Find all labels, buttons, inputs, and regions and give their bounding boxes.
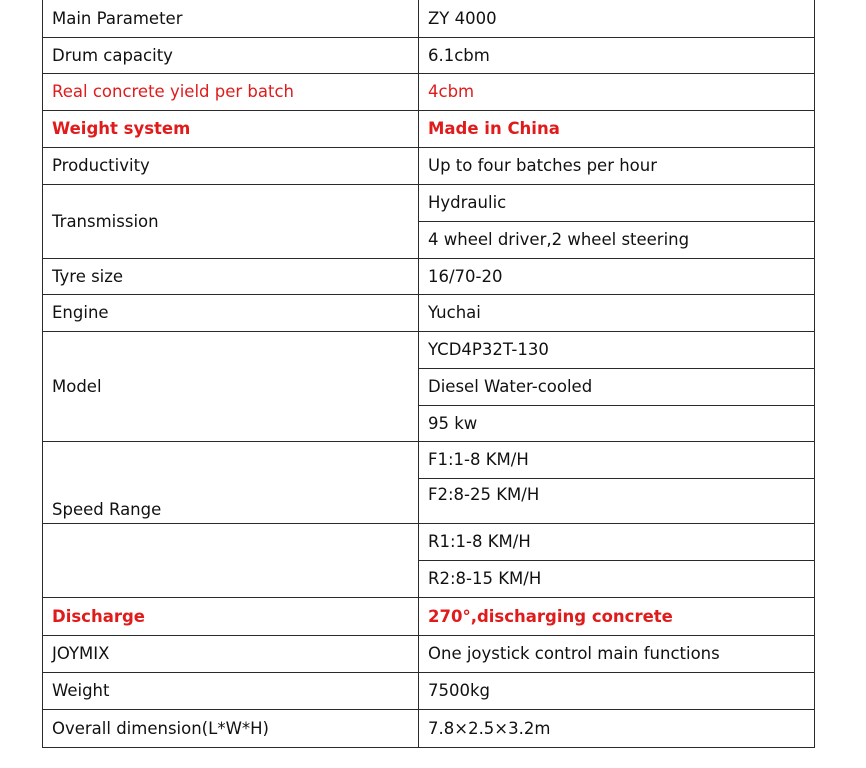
param-value: 95 kw <box>419 405 815 441</box>
param-label: Model <box>43 331 419 441</box>
param-value: R2:8-15 KM/H <box>419 560 815 597</box>
param-label: Discharge <box>43 597 419 635</box>
table-row <box>43 709 815 747</box>
param-value: YCD4P32T-130 <box>419 331 815 368</box>
param-value: 4 wheel driver,2 wheel steering <box>419 221 815 258</box>
param-value: R1:1-8 KM/H <box>419 523 815 560</box>
param-value: F2:8-25 KM/H <box>419 478 815 523</box>
param-label: Weight system <box>43 110 419 147</box>
param-label: Drum capacity <box>43 37 419 73</box>
table-row <box>43 147 815 184</box>
table-row <box>43 0 815 37</box>
param-value: Made in China <box>419 110 815 147</box>
param-label: Weight <box>43 672 419 709</box>
param-label: Speed Range <box>43 441 419 523</box>
table-row <box>43 258 815 294</box>
param-value: 4cbm <box>419 73 815 110</box>
param-value: Yuchai <box>419 294 815 331</box>
param-label: Tyre size <box>43 258 419 294</box>
table-row <box>43 672 815 709</box>
param-value: Hydraulic <box>419 184 815 221</box>
table-row <box>43 331 815 368</box>
param-label: Productivity <box>43 147 419 184</box>
param-value: 6.1cbm <box>419 37 815 73</box>
param-value: 16/70-20 <box>419 258 815 294</box>
table-row <box>43 110 815 147</box>
param-label: Real concrete yield per batch <box>43 73 419 110</box>
param-value: 7.8×2.5×3.2m <box>419 709 815 747</box>
param-value: 7500kg <box>419 672 815 709</box>
parameter-table <box>42 0 815 748</box>
param-label-empty <box>43 523 419 597</box>
param-label: Main Parameter <box>43 0 419 37</box>
table-row <box>43 184 815 221</box>
param-value: One joystick control main functions <box>419 635 815 672</box>
table-row <box>43 294 815 331</box>
param-label: Engine <box>43 294 419 331</box>
table-row <box>43 37 815 73</box>
table-row <box>43 597 815 635</box>
table-row <box>43 441 815 478</box>
param-label: JOYMIX <box>43 635 419 672</box>
table-row <box>43 73 815 110</box>
table-row <box>43 635 815 672</box>
param-value: Diesel Water-cooled <box>419 368 815 405</box>
param-label: Transmission <box>43 184 419 258</box>
param-value: F1:1-8 KM/H <box>419 441 815 478</box>
param-value: 270°,discharging concrete <box>419 597 815 635</box>
table-row <box>43 523 815 560</box>
param-value: ZY 4000 <box>419 0 815 37</box>
param-value: Up to four batches per hour <box>419 147 815 184</box>
param-label: Overall dimension(L*W*H) <box>43 709 419 747</box>
